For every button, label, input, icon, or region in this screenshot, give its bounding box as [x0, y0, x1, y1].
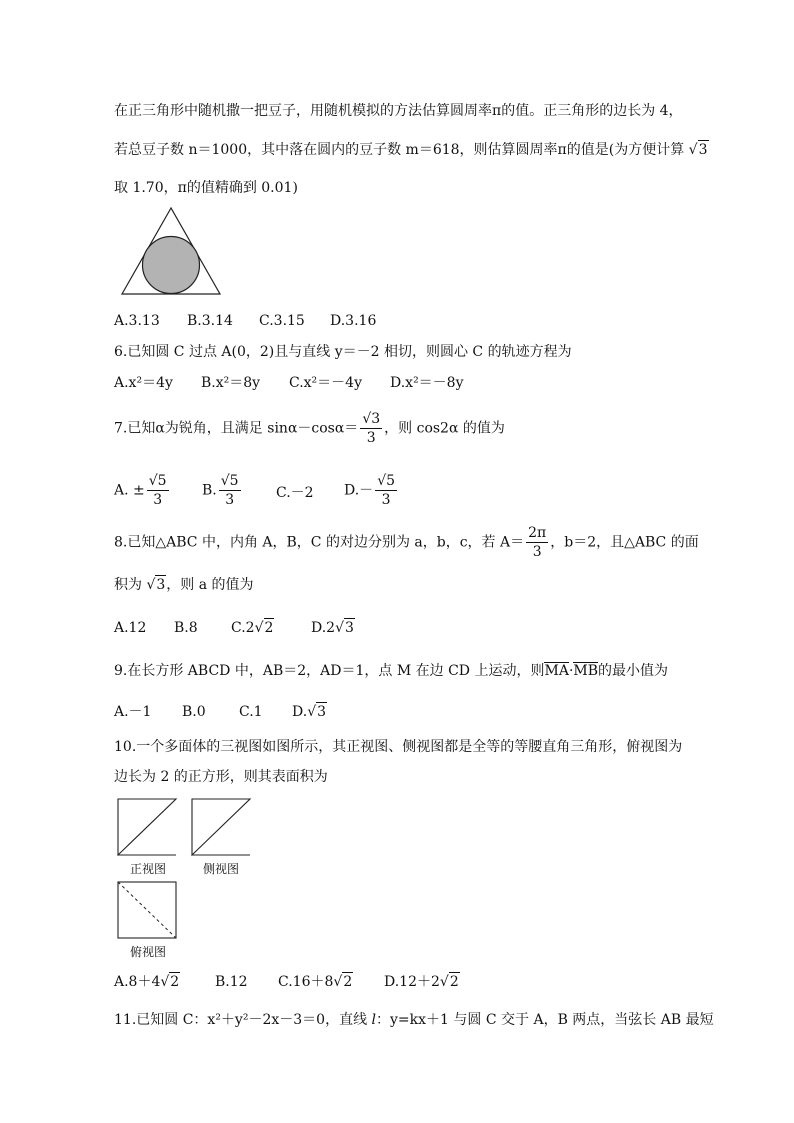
- q8-option-d[interactable]: D.2√3: [311, 620, 354, 636]
- q10-option-a[interactable]: A.8＋4√2: [114, 974, 180, 990]
- side-view-caption: 侧视图: [203, 862, 240, 876]
- q6-option-d[interactable]: D.x²＝－8y: [390, 375, 464, 391]
- q8-fraction: $\frac{2\pi}{3}$: [528, 525, 547, 560]
- q8-stem-tail: ，b＝2，且△ABC 的面: [550, 534, 699, 551]
- q9-stem: 9.在长方形 ABCD 中，AB＝2，AD＝1，点 M 在边 CD 上运动，则MA·MB的最小值为: [114, 663, 669, 679]
- q10-option-c[interactable]: C.16＋8√2: [278, 974, 353, 990]
- q5-option-d[interactable]: D.3.16: [330, 313, 377, 329]
- q8-line2: 积为 √3，则 a 的值为: [114, 577, 254, 593]
- q8-option-b[interactable]: B.8: [174, 620, 198, 636]
- q5-line3: 取 1.70，π的值精确到 0.01): [114, 180, 298, 196]
- top-view-figure: [116, 880, 178, 940]
- q9-option-d[interactable]: D.√3: [292, 704, 327, 720]
- q9-option-c[interactable]: C.1: [239, 704, 263, 720]
- q6-option-c[interactable]: C.x²＝－4y: [289, 375, 362, 391]
- q10-option-d[interactable]: D.12＋2√2: [384, 974, 459, 990]
- q7-option-b[interactable]: B. $\frac{√5}{3}$: [202, 473, 239, 508]
- q5-option-b[interactable]: B.3.14: [187, 313, 233, 329]
- q6-option-b[interactable]: B.x²＝8y: [201, 375, 261, 391]
- q7-stem-tail: ，则 cos2α 的值为: [384, 420, 505, 437]
- q6-option-a[interactable]: A.x²＝4y: [114, 375, 173, 391]
- front-view-figure: [116, 797, 178, 857]
- side-view-figure: [190, 797, 252, 857]
- q10-line1: 10.一个多面体的三视图如图所示，其正视图、侧视图都是全等的等腰直角三角形，俯视图为: [114, 739, 683, 755]
- q7-option-a[interactable]: A. ± $\frac{√5}{3}$: [114, 473, 167, 508]
- q5-option-c[interactable]: C.3.15: [259, 313, 305, 329]
- vector-mb: MB: [573, 663, 599, 679]
- q9-option-a[interactable]: A.－1: [114, 704, 152, 720]
- q5-sqrt: √3: [688, 142, 708, 158]
- q8-stem-text: 8.已知△ABC 中，内角 A，B，C 的对边分别为 a，b，c，若 A＝: [114, 534, 525, 551]
- q7-stem: [114, 410, 505, 447]
- q5-line1: 在正三角形中随机撒一把豆子，用随机模拟的方法估算圆周率π的值。正三角形的边长为 4，: [114, 103, 683, 119]
- vector-ma: MA: [544, 663, 569, 679]
- line-l-symbol: l: [371, 1012, 377, 1028]
- q5-line2: [114, 140, 709, 160]
- q7-option-d[interactable]: D.－ $\frac{√5}{3}$: [344, 473, 396, 508]
- front-view-caption: 正视图: [130, 862, 167, 876]
- q7-option-c[interactable]: C.－2: [276, 485, 314, 501]
- q7-fraction: $\frac{√3}{3}$: [362, 411, 381, 446]
- q6-stem: 6.已知圆 C 过点 A(0，2)且与直线 y＝－2 相切，则圆心 C 的轨迹方程为: [114, 344, 572, 360]
- q9-option-b[interactable]: B.0: [182, 704, 206, 720]
- q10-line2: 边长为 2 的正方形，则其表面积为: [114, 769, 328, 785]
- q5-line2-text: 若总豆子数 n＝1000，其中落在圆内的豆子数 m＝618，则估算圆周率π的值是(为方便计算: [114, 142, 689, 158]
- q11-stem: 11.已知圆 C：x²＋y²－2x－3＝0，直线 l：y=kx＋1 与圆 C 交于 A，B 两点，当弦长 AB 最短: [114, 1012, 714, 1028]
- q8-stem: [114, 524, 699, 561]
- q5-option-a[interactable]: A.3.13: [114, 313, 160, 329]
- q8-option-c[interactable]: C.2√2: [231, 620, 274, 636]
- q10-option-b[interactable]: B.12: [215, 974, 248, 990]
- q7-stem-text: 7.已知α为锐角，且满足 sinα－cosα＝: [114, 420, 359, 437]
- triangle-circle-figure: [118, 205, 224, 297]
- q8-option-a[interactable]: A.12: [114, 620, 147, 636]
- top-view-caption: 俯视图: [130, 945, 167, 959]
